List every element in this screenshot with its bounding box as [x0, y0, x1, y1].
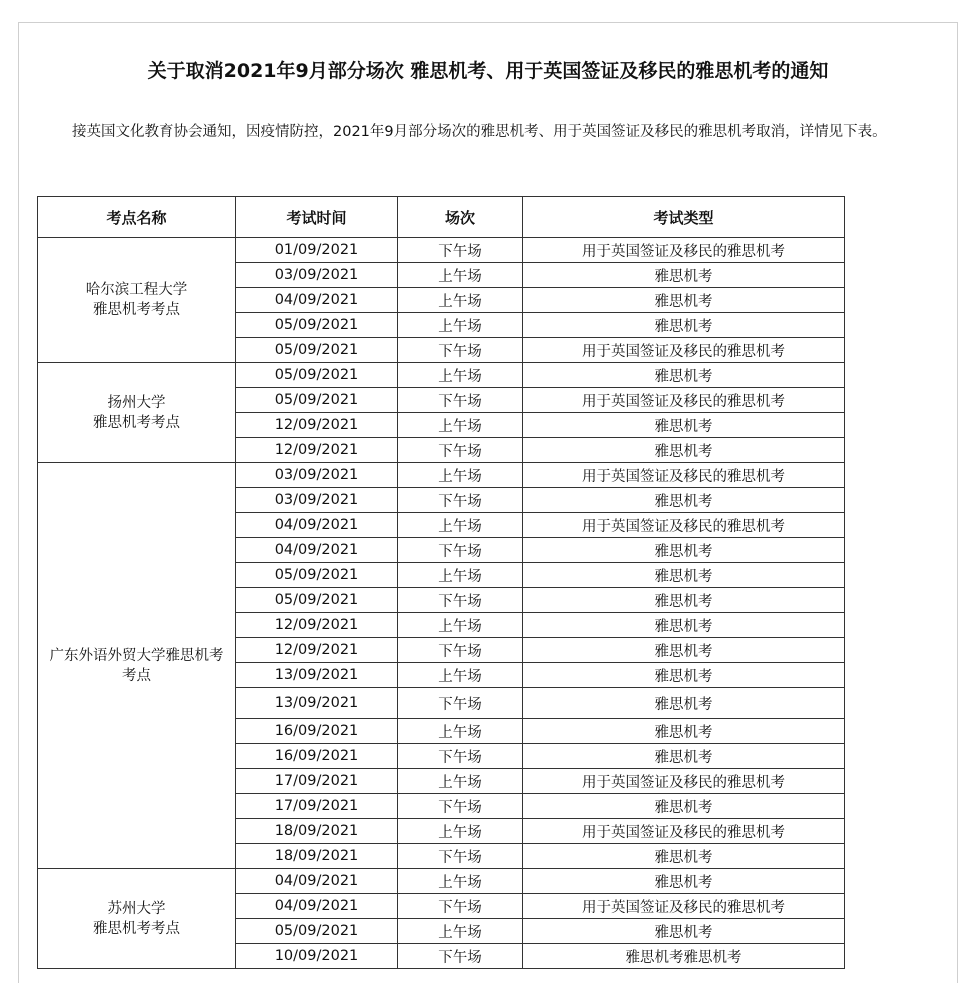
date-cell: 03/09/2021: [236, 488, 398, 513]
header-exam-type: 考试类型: [523, 197, 845, 238]
session-cell: 下午场: [398, 438, 523, 463]
exam-type-cell: 用于英国签证及移民的雅思机考: [523, 238, 845, 263]
date-cell: 12/09/2021: [236, 413, 398, 438]
date-cell: 12/09/2021: [236, 638, 398, 663]
session-cell: 上午场: [398, 363, 523, 388]
date-cell: 10/09/2021: [236, 944, 398, 969]
date-cell: 04/09/2021: [236, 288, 398, 313]
session-cell: 上午场: [398, 819, 523, 844]
intro-paragraph: 接英国文化教育协会通知，因疫情防控，2021年9月部分场次的雅思机考、用于英国签证及移民的雅思机考取消，详情见下表。: [72, 124, 887, 140]
date-cell: 17/09/2021: [236, 794, 398, 819]
session-cell: 下午场: [398, 894, 523, 919]
exam-type-cell: 用于英国签证及移民的雅思机考: [523, 463, 845, 488]
venue-name-cell: 哈尔滨工程大学 雅思机考考点: [38, 238, 236, 363]
session-cell: 下午场: [398, 944, 523, 969]
exam-type-cell: 雅思机考: [523, 263, 845, 288]
session-cell: 下午场: [398, 488, 523, 513]
date-cell: 04/09/2021: [236, 869, 398, 894]
exam-type-cell: 雅思机考: [523, 919, 845, 944]
session-cell: 上午场: [398, 769, 523, 794]
date-cell: 18/09/2021: [236, 819, 398, 844]
cancellation-table: [37, 196, 845, 969]
document-title: 关于取消2021年9月部分场次 雅思机考、用于英国签证及移民的雅思机考的通知: [147, 60, 829, 82]
date-cell: 01/09/2021: [236, 238, 398, 263]
date-cell: 12/09/2021: [236, 613, 398, 638]
exam-type-cell: 雅思机考雅思机考: [523, 944, 845, 969]
exam-type-cell: 用于英国签证及移民的雅思机考: [523, 769, 845, 794]
exam-type-cell: 雅思机考: [523, 488, 845, 513]
table-row: [38, 869, 845, 894]
table-row: [38, 463, 845, 488]
session-cell: 下午场: [398, 338, 523, 363]
session-cell: 下午场: [398, 844, 523, 869]
exam-type-cell: 雅思机考: [523, 663, 845, 688]
exam-type-cell: 雅思机考: [523, 744, 845, 769]
header-session: 场次: [398, 197, 523, 238]
exam-type-cell: 雅思机考: [523, 288, 845, 313]
exam-type-cell: 雅思机考: [523, 869, 845, 894]
date-cell: 03/09/2021: [236, 463, 398, 488]
table-row: [38, 363, 845, 388]
session-cell: 下午场: [398, 388, 523, 413]
session-cell: 上午场: [398, 919, 523, 944]
exam-type-cell: 雅思机考: [523, 588, 845, 613]
date-cell: 16/09/2021: [236, 719, 398, 744]
table-header-row: [38, 197, 845, 238]
exam-type-cell: 用于英国签证及移民的雅思机考: [523, 819, 845, 844]
date-cell: 04/09/2021: [236, 538, 398, 563]
session-cell: 上午场: [398, 413, 523, 438]
session-cell: 下午场: [398, 744, 523, 769]
header-venue: 考点名称: [38, 197, 236, 238]
date-cell: 05/09/2021: [236, 388, 398, 413]
date-cell: 05/09/2021: [236, 313, 398, 338]
date-cell: 04/09/2021: [236, 894, 398, 919]
date-cell: 03/09/2021: [236, 263, 398, 288]
exam-type-cell: 雅思机考: [523, 313, 845, 338]
exam-type-cell: 用于英国签证及移民的雅思机考: [523, 388, 845, 413]
session-cell: 上午场: [398, 313, 523, 338]
exam-type-cell: 用于英国签证及移民的雅思机考: [523, 513, 845, 538]
exam-type-cell: 雅思机考: [523, 363, 845, 388]
exam-type-cell: 用于英国签证及移民的雅思机考: [523, 894, 845, 919]
session-cell: 上午场: [398, 869, 523, 894]
exam-type-cell: 雅思机考: [523, 719, 845, 744]
session-cell: 上午场: [398, 719, 523, 744]
exam-type-cell: 雅思机考: [523, 563, 845, 588]
date-cell: 13/09/2021: [236, 688, 398, 719]
session-cell: 上午场: [398, 288, 523, 313]
date-cell: 13/09/2021: [236, 663, 398, 688]
exam-type-cell: 雅思机考: [523, 844, 845, 869]
exam-type-cell: 雅思机考: [523, 438, 845, 463]
session-cell: 上午场: [398, 263, 523, 288]
venue-name-cell: 扬州大学 雅思机考考点: [38, 363, 236, 463]
date-cell: 16/09/2021: [236, 744, 398, 769]
venue-name-cell: 广东外语外贸大学雅思机考考点: [38, 463, 236, 869]
header-date: 考试时间: [236, 197, 398, 238]
session-cell: 下午场: [398, 638, 523, 663]
date-cell: 05/09/2021: [236, 563, 398, 588]
date-cell: 05/09/2021: [236, 363, 398, 388]
date-cell: 05/09/2021: [236, 919, 398, 944]
exam-type-cell: 雅思机考: [523, 413, 845, 438]
session-cell: 下午场: [398, 588, 523, 613]
session-cell: 上午场: [398, 663, 523, 688]
session-cell: 上午场: [398, 613, 523, 638]
session-cell: 下午场: [398, 688, 523, 719]
date-cell: 18/09/2021: [236, 844, 398, 869]
session-cell: 下午场: [398, 538, 523, 563]
session-cell: 上午场: [398, 563, 523, 588]
session-cell: 上午场: [398, 463, 523, 488]
date-cell: 17/09/2021: [236, 769, 398, 794]
exam-type-cell: 雅思机考: [523, 638, 845, 663]
exam-type-cell: 雅思机考: [523, 688, 845, 719]
session-cell: 下午场: [398, 794, 523, 819]
session-cell: 上午场: [398, 513, 523, 538]
date-cell: 12/09/2021: [236, 438, 398, 463]
date-cell: 05/09/2021: [236, 588, 398, 613]
date-cell: 05/09/2021: [236, 338, 398, 363]
session-cell: 下午场: [398, 238, 523, 263]
exam-type-cell: 雅思机考: [523, 538, 845, 563]
table-row: [38, 238, 845, 263]
venue-name-cell: 苏州大学 雅思机考考点: [38, 869, 236, 969]
exam-type-cell: 用于英国签证及移民的雅思机考: [523, 338, 845, 363]
date-cell: 04/09/2021: [236, 513, 398, 538]
exam-type-cell: 雅思机考: [523, 613, 845, 638]
exam-type-cell: 雅思机考: [523, 794, 845, 819]
